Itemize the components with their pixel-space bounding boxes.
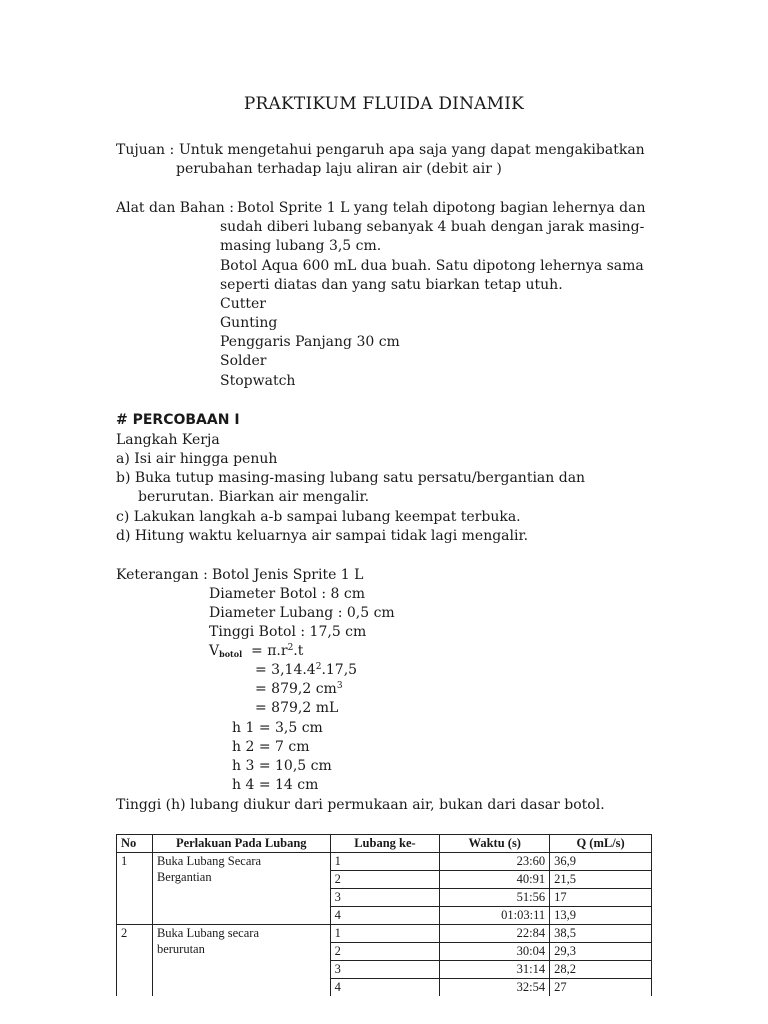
- header-no: No: [117, 835, 153, 853]
- step-item: b) Buka tutup masing-masing lubang satu persatu/bergantian dan: [116, 470, 586, 486]
- alat-item: Gunting: [220, 315, 278, 331]
- tujuan-line-2: perubahan terhadap laju aliran air (debit air ): [176, 161, 502, 177]
- cell-q: 36,9: [550, 853, 652, 871]
- table-row: [117, 925, 652, 943]
- step-item: d) Hitung waktu keluarnya air sampai tidak lagi mengalir.: [116, 528, 529, 544]
- step-item: a) Isi air hingga penuh: [116, 451, 278, 467]
- cell-lubang: 2: [330, 871, 440, 889]
- cell-waktu: 23:60: [440, 853, 550, 871]
- height-item: h 2 = 7 cm: [232, 739, 310, 755]
- keterangan-item: Diameter Lubang : 0,5 cm: [209, 605, 395, 621]
- cell-q: 21,5: [550, 871, 652, 889]
- page-title: PRAKTIKUM FLUIDA DINAMIK: [243, 94, 525, 114]
- height-note: Tinggi (h) lubang diukur dari permukaan air, bukan dari dasar botol.: [116, 797, 605, 813]
- cell-perlakuan: Buka Lubang secara berurutan: [152, 925, 330, 997]
- keterangan-item: Tinggi Botol : 17,5 cm: [209, 624, 367, 640]
- cell-waktu: 31:14: [440, 961, 550, 979]
- cell-no: 1: [117, 853, 153, 925]
- cell-lubang: 4: [330, 907, 440, 925]
- cell-waktu: 01:03:11: [440, 907, 550, 925]
- cell-perlakuan: Buka Lubang Secara Bergantian: [152, 853, 330, 925]
- percobaan-heading: # PERCOBAAN I: [116, 412, 240, 428]
- alat-line: Botol Aqua 600 mL dua buah. Satu dipotong lehernya sama: [220, 258, 644, 274]
- cell-lubang: 4: [330, 979, 440, 997]
- cell-waktu: 22:84: [440, 925, 550, 943]
- alat-line: masing lubang 3,5 cm.: [220, 238, 382, 254]
- alat-line: sudah diberi lubang sebanyak 4 buah dengan jarak masing-: [220, 219, 645, 235]
- cell-waktu: 40:91: [440, 871, 550, 889]
- cell-q: 27: [550, 979, 652, 997]
- header-lubang: Lubang ke-: [330, 835, 440, 853]
- step-item: berurutan. Biarkan air mengalir.: [138, 489, 370, 505]
- cell-q: 13,9: [550, 907, 652, 925]
- cell-lubang: 1: [330, 853, 440, 871]
- cell-waktu: 30:04: [440, 943, 550, 961]
- cell-lubang: 3: [330, 961, 440, 979]
- cell-q: 29,3: [550, 943, 652, 961]
- cell-lubang: 3: [330, 889, 440, 907]
- volume-formula: $V_{botol} = \pi.r^2.t$: [209, 643, 304, 659]
- alat-item: Stopwatch: [220, 373, 296, 389]
- alat-line: Botol Sprite 1 L yang telah dipotong bagian lehernya dan: [237, 200, 646, 216]
- cell-waktu: 51:56: [440, 889, 550, 907]
- table-header-row: [117, 835, 652, 853]
- alat-item: Solder: [220, 353, 267, 369]
- keterangan-label: Keterangan :: [116, 567, 208, 583]
- height-item: h 4 = 14 cm: [232, 777, 319, 793]
- height-item: h 3 = 10,5 cm: [232, 758, 332, 774]
- cell-q: 28,2: [550, 961, 652, 979]
- cell-lubang: 1: [330, 925, 440, 943]
- cell-q: 17: [550, 889, 652, 907]
- cell-q: 38,5: [550, 925, 652, 943]
- alat-line: seperti diatas dan yang satu biarkan tetap utuh.: [220, 277, 563, 293]
- alat-item: Penggaris Panjang 30 cm: [220, 334, 400, 350]
- tujuan-label: Tujuan :: [116, 142, 175, 158]
- alat-item: Cutter: [220, 296, 266, 312]
- header-waktu: Waktu (s): [440, 835, 550, 853]
- header-perlakuan: Perlakuan Pada Lubang: [152, 835, 330, 853]
- table-row: [117, 853, 652, 871]
- langkah-label: Langkah Kerja: [116, 432, 220, 448]
- volume-calc: = 879,2 $cm^3$: [255, 681, 343, 697]
- height-item: h 1 = 3,5 cm: [232, 720, 323, 736]
- results-table: [116, 834, 652, 996]
- keterangan-item: Botol Jenis Sprite 1 L: [212, 567, 364, 583]
- volume-calc: = 879,2 mL: [255, 700, 339, 716]
- cell-waktu: 32:54: [440, 979, 550, 997]
- keterangan-item: Diameter Botol : 8 cm: [209, 586, 366, 602]
- cell-no: 2: [117, 925, 153, 997]
- header-q: Q (mL/s): [550, 835, 652, 853]
- tujuan-line-1: Untuk mengetahui pengaruh apa saja yang dapat mengakibatkan: [179, 142, 645, 158]
- alat-label: Alat dan Bahan :: [116, 200, 234, 216]
- cell-lubang: 2: [330, 943, 440, 961]
- volume-calc: = $3,14.4^2.17,5$: [255, 662, 358, 678]
- step-item: c) Lakukan langkah a-b sampai lubang keempat terbuka.: [116, 509, 521, 525]
